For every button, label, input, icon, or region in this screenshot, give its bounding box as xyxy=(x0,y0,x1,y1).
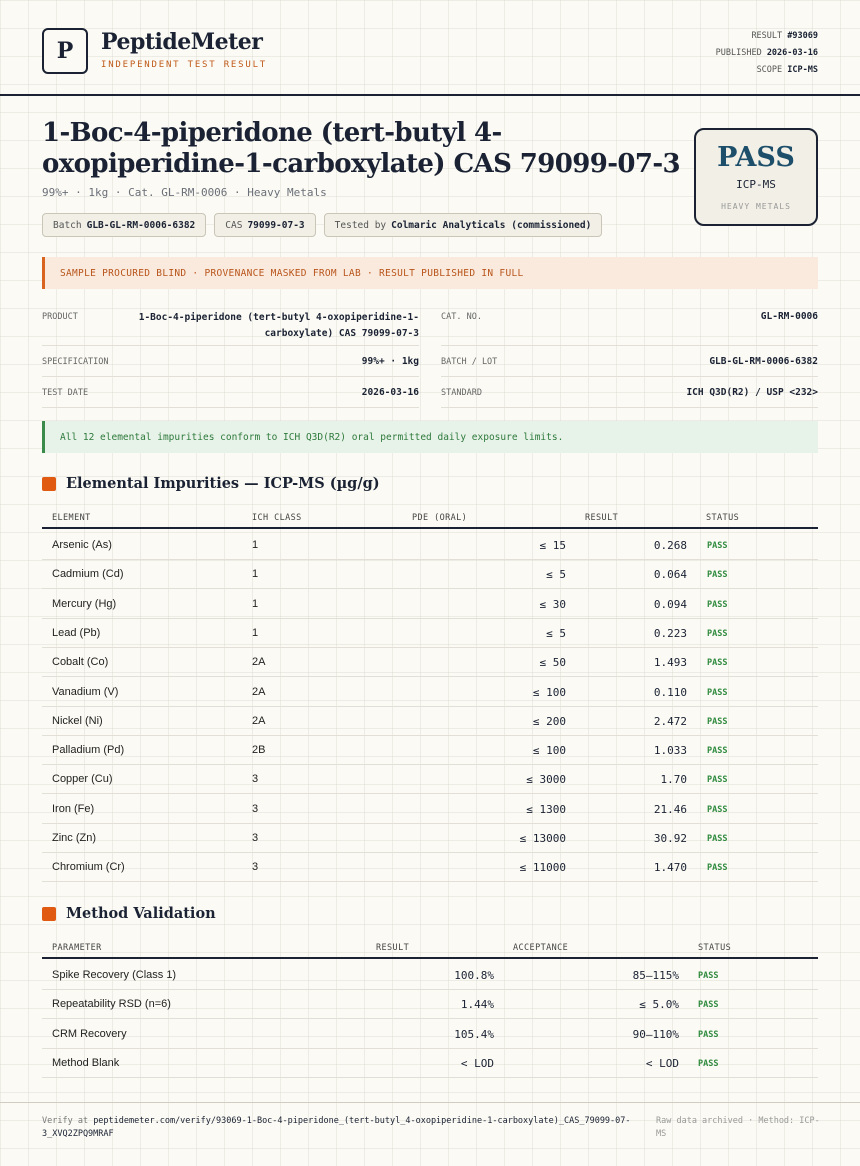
batch-chip: Batch GLB-GL-RM-0006-6382 xyxy=(42,213,206,237)
ich-class: 1 xyxy=(252,568,259,581)
pde-limit: ≤ 100 xyxy=(532,685,566,699)
table-row xyxy=(42,824,818,853)
ich-class: 1 xyxy=(252,539,259,551)
impurities-table-header xyxy=(42,507,818,529)
pde-limit: ≤ 13000 xyxy=(519,832,566,845)
section-marker-icon xyxy=(42,907,56,921)
brand-subtitle: INDEPENDENT TEST RESULT xyxy=(101,60,268,70)
status-badge: PASS xyxy=(698,971,719,981)
status-badge: PASS xyxy=(707,746,728,757)
element-name: Mercury (Hg) xyxy=(52,597,117,610)
result-value: 21.46 xyxy=(653,802,687,816)
result-value: 1.033 xyxy=(653,744,687,758)
logo-icon: P xyxy=(42,28,88,74)
ich-class: 3 xyxy=(252,773,259,786)
blind-notice: SAMPLE PROCURED BLIND · PROVENANCE MASKED FROM LAB · RESULT PUBLISHED IN FULL xyxy=(42,257,818,289)
status-badge: PASS xyxy=(707,775,728,786)
status-badge: PASS xyxy=(707,834,728,844)
verify-link[interactable]: peptidemeter.com/verify/93069-1-Boc-4-piperidone_(tert-butyl_4-oxopiperidine-1-carboxylate)_CAS_79099-07-3_XVQ2ZPQ9MRAF xyxy=(42,1116,631,1139)
result-value: 0.268 xyxy=(653,539,687,552)
parameter-name: CRM Recovery xyxy=(52,1027,127,1040)
status-badge: PASS xyxy=(698,1058,719,1069)
ich-class: 3 xyxy=(252,802,259,815)
result-value: 1.470 xyxy=(653,861,687,875)
tested-by-chip: Tested by Colmaric Analyticals (commissioned) xyxy=(324,213,603,237)
acceptance-range: ≤ 5.0% xyxy=(639,998,679,1012)
pde-limit: ≤ 1300 xyxy=(526,802,566,816)
scope-value: ICP-MS xyxy=(787,65,818,75)
status-badge: PASS xyxy=(707,570,728,581)
pde-limit: ≤ 11000 xyxy=(519,861,566,875)
result-value: 1.70 xyxy=(660,773,687,787)
element-name: Vanadium (V) xyxy=(52,685,119,698)
info-date: TEST DATE 2026-03-16 xyxy=(42,381,419,408)
status-badge: PASS xyxy=(707,628,728,639)
table-row xyxy=(42,1049,818,1078)
element-name: Cadmium (Cd) xyxy=(52,568,124,581)
parameter-name: Method Blank xyxy=(52,1056,120,1069)
result-id: #93069 xyxy=(787,31,818,41)
info-cat: CAT. NO. GL-RM-0006 xyxy=(441,306,818,346)
status-badge: PASS xyxy=(707,599,728,610)
info-product: PRODUCT 1-Boc-4-piperidone (tert-butyl 4-oxopiperidine-1- carboxylate) CAS 79099-07-3 xyxy=(42,306,419,346)
col-acceptance: ACCEPTANCE xyxy=(513,943,569,953)
result-value: 2.472 xyxy=(653,714,687,728)
col-pde: PDE (ORAL) xyxy=(412,513,468,523)
ich-class: 2B xyxy=(252,744,266,757)
conformity-message: All 12 elemental impurities conform to ICH Q3D(R2) oral permitted daily exposure limits. xyxy=(42,421,818,453)
acceptance-range: 85–115% xyxy=(632,969,679,982)
table-row xyxy=(42,707,818,736)
result-value: 0.094 xyxy=(653,597,687,611)
footer xyxy=(0,1102,860,1139)
col-v-result: RESULT xyxy=(376,943,410,953)
result-value: 0.110 xyxy=(653,685,687,699)
table-row xyxy=(42,619,818,648)
status-badge: PASS xyxy=(698,1029,719,1040)
element-name: Chromium (Cr) xyxy=(52,861,125,874)
acceptance-range: < LOD xyxy=(645,1056,679,1070)
ich-class: 3 xyxy=(252,861,259,874)
element-name: Copper (Cu) xyxy=(52,773,113,786)
status-badge: PASS xyxy=(707,687,728,698)
validation-result: 100.8% xyxy=(454,969,494,982)
col-status: STATUS xyxy=(706,513,740,523)
element-name: Zinc (Zn) xyxy=(52,832,96,844)
result-value: 30.92 xyxy=(653,832,687,845)
col-element: ELEMENT xyxy=(52,513,91,523)
verdict-category: HEAVY METALS xyxy=(721,202,791,211)
ich-class: 2A xyxy=(252,714,266,727)
pde-limit: ≤ 50 xyxy=(539,656,566,670)
verdict: PASS xyxy=(717,142,795,173)
page-title: 1-Boc-4-piperidone (tert-butyl 4-oxopiperidine-1-carboxylate) CAS 79099-07-3 xyxy=(42,118,681,179)
element-name: Lead (Pb) xyxy=(52,626,101,639)
verdict-method: ICP-MS xyxy=(736,178,776,191)
archive-note: Raw data archived · Method: ICP-MS xyxy=(656,1116,820,1139)
result-value: 0.223 xyxy=(653,626,687,640)
col-v-status: STATUS xyxy=(698,943,732,953)
info-batch: BATCH / LOT GLB-GL-RM-0006-6382 xyxy=(441,350,818,377)
result-value: 1.493 xyxy=(653,656,687,670)
status-badge: PASS xyxy=(707,716,728,727)
ich-class: 2A xyxy=(252,656,266,669)
table-row xyxy=(42,795,818,824)
col-class: ICH CLASS xyxy=(252,513,302,523)
section-marker-icon xyxy=(42,477,56,491)
acceptance-range: 90–110% xyxy=(632,1027,679,1041)
validation-result: 1.44% xyxy=(460,998,494,1012)
result-value: 0.064 xyxy=(653,568,687,582)
table-row xyxy=(42,678,818,707)
table-row xyxy=(42,531,818,560)
validation-result: 105.4% xyxy=(454,1027,494,1041)
pde-limit: ≤ 100 xyxy=(532,744,566,758)
element-name: Arsenic (As) xyxy=(52,539,112,551)
pde-limit: ≤ 5 xyxy=(546,626,566,640)
table-row xyxy=(42,560,818,589)
table-row xyxy=(42,648,818,677)
status-badge: PASS xyxy=(707,658,728,669)
validation-table-header xyxy=(42,937,818,959)
table-row xyxy=(42,853,818,882)
published-line: PUBLISHED 2026-03-16 xyxy=(715,48,818,58)
info-standard: STANDARD ICH Q3D(R2) / USP <232> xyxy=(441,381,818,408)
status-badge: PASS xyxy=(707,541,728,551)
published-date: 2026-03-16 xyxy=(766,48,818,58)
col-parameter: PARAMETER xyxy=(52,943,102,953)
parameter-name: Spike Recovery (Class 1) xyxy=(52,969,177,981)
table-row xyxy=(42,590,818,619)
pde-limit: ≤ 15 xyxy=(539,539,566,552)
validation-section-title: Method Validation xyxy=(42,905,216,922)
impurities-section-title: Elemental Impurities — ICP-MS (µg/g) xyxy=(42,475,380,492)
brand-name: PeptideMeter xyxy=(101,29,263,55)
element-name: Iron (Fe) xyxy=(52,802,95,815)
info-spec: SPECIFICATION 99%+ · 1kg xyxy=(42,350,419,377)
pde-limit: ≤ 5 xyxy=(546,568,566,582)
pde-limit: ≤ 200 xyxy=(532,714,566,728)
table-row xyxy=(42,1020,818,1049)
pde-limit: ≤ 3000 xyxy=(526,773,566,787)
col-result: RESULT xyxy=(585,513,619,523)
ich-class: 2A xyxy=(252,685,266,698)
status-badge: PASS xyxy=(698,1000,719,1011)
report-header xyxy=(0,0,860,96)
table-row xyxy=(42,736,818,765)
status-badge: PASS xyxy=(707,804,728,815)
ich-class: 1 xyxy=(252,626,259,639)
ich-class: 1 xyxy=(252,597,259,610)
pde-limit: ≤ 30 xyxy=(539,597,566,611)
element-name: Nickel (Ni) xyxy=(52,714,103,727)
product-chips xyxy=(42,213,602,237)
report-meta xyxy=(716,28,818,79)
element-name: Cobalt (Co) xyxy=(52,656,109,669)
verify-text: Verify at peptidemeter.com/verify/93069-1-Boc-4-piperidone_(tert-butyl_4-oxopiperidine-1-carboxylate)_CAS_79099-07-3_XVQ2ZPQ9MRAF xyxy=(42,1116,631,1139)
scope-line: SCOPE ICP-MS xyxy=(756,65,818,75)
parameter-name: Repeatability RSD (n=6) xyxy=(52,998,171,1011)
result-id-line: RESULT #93069 xyxy=(751,31,818,41)
table-row xyxy=(42,990,818,1019)
cas-chip: CAS 79099-07-3 xyxy=(214,213,315,237)
product-subtitle: 99%+ · 1kg · Cat. GL-RM-0006 · Heavy Metals xyxy=(42,186,327,199)
validation-result: < LOD xyxy=(460,1056,494,1070)
table-row xyxy=(42,765,818,794)
element-name: Palladium (Pd) xyxy=(52,744,125,757)
ich-class: 3 xyxy=(252,832,259,844)
table-row xyxy=(42,961,818,990)
pass-badge xyxy=(694,128,818,226)
status-badge: PASS xyxy=(707,863,728,874)
